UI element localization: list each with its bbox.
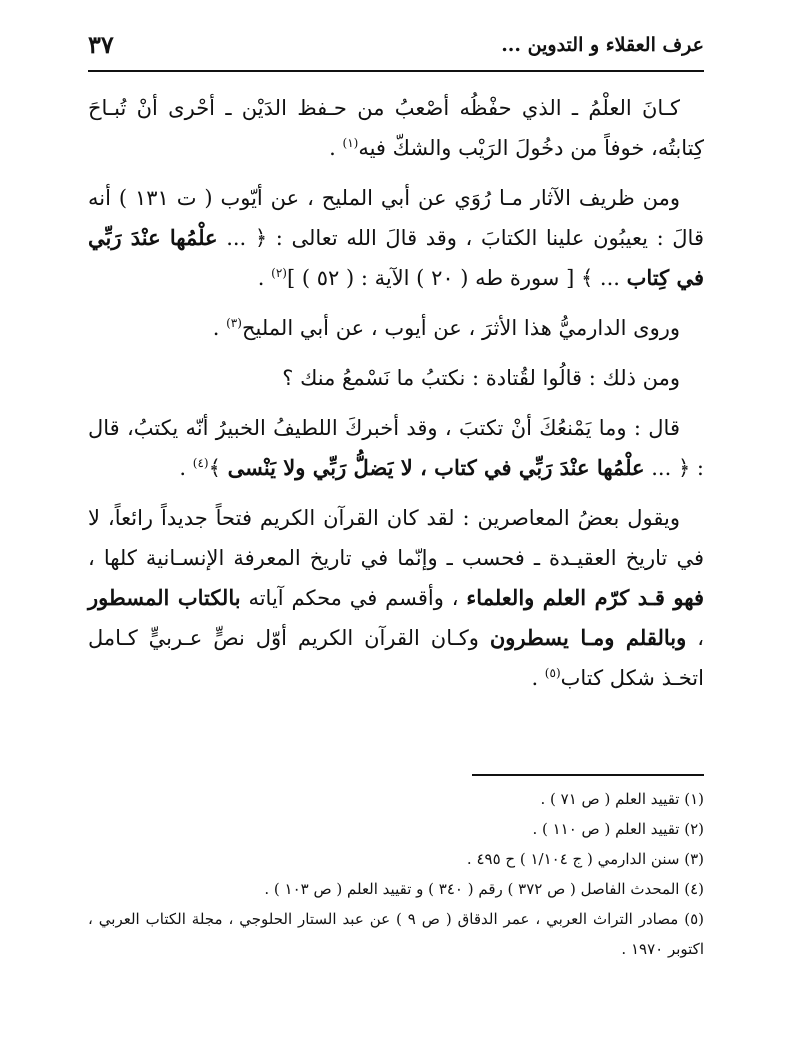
quran-quote: علْمُها عنْدَ رَبِّي في كِتاب — [88, 225, 704, 290]
paragraph-text: ، — [686, 626, 705, 650]
footnotes — [88, 784, 704, 964]
bold-phrase: فهو قـد كرّم العلم والعلماء — [466, 585, 704, 610]
paragraph-6 — [88, 498, 704, 698]
paragraph-end: . — [329, 136, 343, 160]
paragraph-text: كـانَ العلْمُ ـ الذي حفْظُه أصْعبُ من حـفظ الدَيْن ـ أحْرى أنْ تُبـاحَ كِتابتُه، خوفاً من دخُولَ الرَيْب والشكّ فيه — [88, 96, 704, 160]
page-body — [88, 88, 704, 708]
paragraph-text: وكـان القرآن الكريم أوّل نصٍّ عـربيٍّ كـامل اتخـذ شكل كتاب — [88, 626, 704, 690]
footnote-ref-4: (٤) — [192, 456, 209, 470]
paragraph-text: ومن ظريف الآثار مـا رُوَي عن أبي المليح ، عن أيّوب ( ت ١٣١ ) أنه قالَ : يعيبُون علينا الكتابَ ، وقد قالَ الله تعالى : ﴿ ... — [88, 186, 704, 250]
paragraph-end: . — [179, 456, 193, 480]
paragraph-end: . — [531, 666, 545, 690]
bold-phrase: وبالقلم ومـا يسطرون — [489, 625, 687, 650]
paragraph-text: ﴾ — [208, 456, 228, 480]
paragraph-text: ... ﴾ [ سورة طه ( ٢٠ ) الآية : ( ٥٢ ) ] — [286, 266, 627, 290]
paragraph-text: وروى الدارميُّ هذا الأثرَ ، عن أيوب ، عن أبي المليح — [241, 316, 680, 340]
quran-quote: علْمُها عنْدَ رَبِّي في كتاب ، لا يَضلُّ رَبِّي ولا يَنْسى — [227, 455, 645, 480]
paragraph-1 — [88, 88, 704, 168]
paragraph-5 — [88, 408, 704, 488]
paragraph-4 — [88, 358, 704, 398]
footnote-ref-2: (٢) — [271, 266, 287, 280]
footnote-2: (٢) تقييد العلم ( ص ١١٠ ) . — [532, 820, 704, 838]
page-number: ٣٧ — [88, 30, 114, 59]
footnote-ref-3: (٣) — [226, 316, 242, 330]
running-title: عرف العقلاء و التدوين ... — [501, 34, 704, 56]
footnote-ref-5: (٥) — [544, 666, 561, 680]
footnote-rule — [472, 774, 704, 776]
paragraph-text: ، وأقسم في محكم آياته — [240, 586, 467, 610]
footnote-4: (٤) المحدث الفاصل ( ص ٣٧٢ ) رقم ( ٣٤٠ ) و تقييد العلم ( ص ١٠٣ ) . — [264, 880, 704, 898]
paragraph-text: ومن ذلك : قالُوا لقُتادة : نكتبُ ما نَسْمعُ منك ؟ — [282, 366, 680, 390]
header-rule — [88, 70, 704, 72]
footnote-5: (٥) مصادر التراث العربي ، عمر الدقاق ( ص ٩ ) عن عبد الستار الحلوجي ، مجلة الكتاب العربي ، اكتوبر ١٩٧٠ . — [88, 910, 704, 958]
footnote-ref-1: (١) — [342, 136, 359, 150]
paragraph-text: قال : وما يَمْنعُكَ أنْ تكتبَ ، وقد أخبركَ اللطيفُ الخبيرُ أنّه يكتبُ، قال : ﴿ ... — [88, 416, 704, 480]
paragraph-text: ويقول بعضُ المعاصرين : لقد كان القرآن الكريم فتحاً جديداً رائعاً، لا في تاريخ العقيـدة ـ فحسب ـ وإنّما في تاريخ المعرفة الإنسـانية كلها ، — [88, 506, 704, 570]
paragraph-end: . — [212, 316, 227, 340]
bold-phrase: بالكتاب المسطور — [88, 585, 241, 610]
footnote-1: (١) تقييد العلم ( ص ٧١ ) . — [540, 790, 704, 808]
footnote-3: (٣) سنن الدارمي ( ج ١/١٠٤ ) ح ٤٩٥ . — [466, 850, 704, 868]
paragraph-3 — [88, 308, 704, 348]
paragraph-2 — [88, 178, 704, 298]
paragraph-end: . — [257, 266, 272, 290]
page-header — [88, 30, 704, 66]
